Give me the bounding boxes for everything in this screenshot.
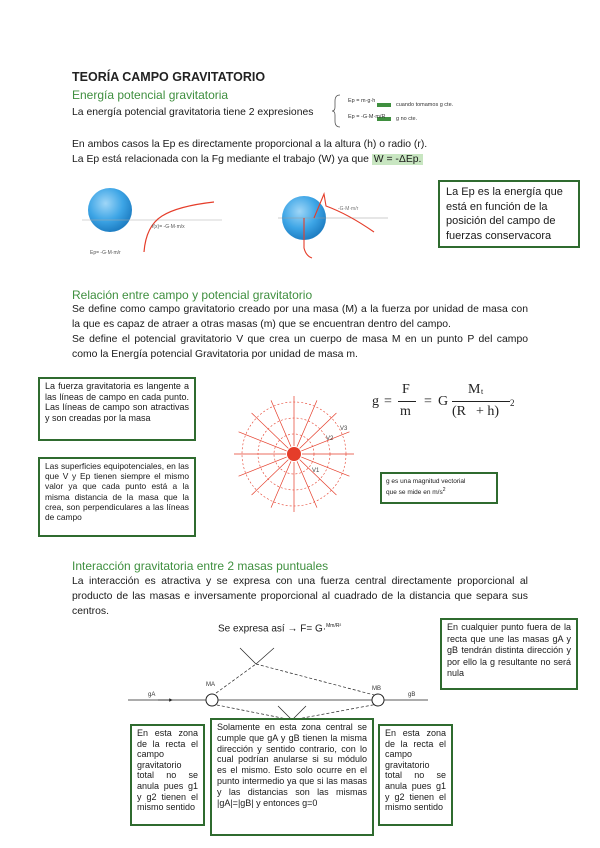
formula-subscript: t bbox=[481, 387, 484, 396]
v1-label: V1 bbox=[312, 468, 320, 474]
vector-unit-exp: 2 bbox=[442, 487, 446, 493]
section1-line1: En ambos casos la Ep es directamente proporcional a la altura (h) o radio (r). bbox=[72, 139, 428, 150]
formula-bar2 bbox=[452, 401, 510, 402]
svg-text:f(x)= -G·M·m/x: f(x)= -G·M·m/x bbox=[152, 224, 185, 230]
work-highlight: W = -ΔEp. bbox=[373, 154, 422, 165]
field-line bbox=[271, 461, 291, 507]
field-line bbox=[300, 413, 337, 448]
equipotential-box: Las superficies equipotenciales, en las que V y Ep tienen siempre el mismo valor ya que cada punto está a la misma distancia de la masa que la crea, son perpendiculares a las líneas de campo bbox=[38, 457, 196, 537]
formula-G: G bbox=[438, 394, 449, 409]
outside-line-box: En cualquier punto fuera de la recta que une las masas gA y gB tendrán distinta dirección y por ello la g resultante no será nula bbox=[440, 618, 578, 690]
formula-eq1: = bbox=[384, 394, 392, 409]
force-expression-frac: Mm/R² bbox=[326, 623, 342, 629]
field-line bbox=[297, 400, 317, 446]
left-zone-box: En esta zona de la recta el campo gravitatorio total no se anula pues g1 y g2 tienen el mismo sentido bbox=[130, 724, 205, 826]
expr1: Ep = m·g·h bbox=[348, 98, 376, 104]
expr1-note: cuando tomamos g cte. bbox=[396, 102, 454, 108]
formula-den2: + h) bbox=[476, 404, 500, 419]
potential-graph-left bbox=[82, 180, 222, 260]
page-title: TEORÍA CAMPO GRAVITATORIO bbox=[72, 70, 266, 84]
vector-line2 bbox=[386, 486, 492, 497]
gravity-formula bbox=[372, 382, 552, 426]
field-line bbox=[252, 413, 289, 448]
force-expression-text: Se expresa así → F= G· bbox=[218, 623, 327, 635]
section1-intro: La energía potencial gravitatoria tiene 2 expresiones bbox=[72, 107, 314, 118]
formula-M: M bbox=[468, 382, 481, 397]
line2-prefix: La Ep está relacionada con la Fg mediante el trabajo (W) ya que bbox=[72, 154, 372, 165]
expr2-note: g no cte. bbox=[396, 116, 418, 122]
right-zone-box: En esta zona de la recta el campo gravitatorio total no se anula pues g1 y g2 tienen el mismo sentido bbox=[378, 724, 453, 826]
svg-text:-G·M·m/r: -G·M·m/r bbox=[338, 206, 359, 212]
field-lines-box: La fuerza gravitatoria es langente a las líneas de campo en cada punto. Las líneas de campo son atractivas y son creadas por la masa bbox=[38, 377, 196, 441]
formula-g: g bbox=[372, 394, 379, 409]
field-line bbox=[252, 460, 289, 495]
section3-heading: Interacción gravitatoria entre 2 masas puntuales bbox=[72, 559, 329, 573]
force-expression bbox=[218, 623, 341, 634]
svg-text:Ep= -G·M·m/r: Ep= -G·M·m/r bbox=[90, 250, 121, 256]
gb-right-label: gB bbox=[408, 692, 416, 698]
section2-para1: Se define como campo gravitatorio creado por una masa (M) a la fuerza por unidad de masa con la que es capaz de atraer a otras masas (m) que se encuentran dentro del campo. bbox=[72, 304, 528, 330]
ga-left-label: gA bbox=[148, 692, 156, 698]
section2-para2: Se define el potencial gravitatorio V que crea un cuerpo de masa M en un punto P del campo como la Energía potencial Gravitatoria por unidad de masa m. bbox=[72, 334, 528, 360]
section1-line2 bbox=[72, 152, 423, 167]
formula-den: (R bbox=[452, 404, 466, 419]
center-zone-box: Solamente en esta zona central se cumple que gA y gB tienen la misma dirección y sentido contrario, con lo cual podrían anularse si su módulo es el mismo. Esto solo ocurre en el punto intermedio ya que si las masas y las distancias son las mismas |gA|=|gB| y entonces g=0 bbox=[210, 718, 374, 836]
field-line bbox=[301, 457, 349, 476]
field-line bbox=[239, 432, 287, 451]
vector-magnitude-box bbox=[380, 472, 498, 504]
mass-b-label: MB bbox=[372, 686, 381, 692]
v2-label: V2 bbox=[326, 436, 334, 442]
expr2: Ep = -G·M·m/R bbox=[348, 114, 386, 120]
v3-label: V3 bbox=[340, 426, 348, 432]
section2-heading: Relación entre campo y potencial gravitatorio bbox=[72, 288, 313, 302]
formula-bar1 bbox=[398, 401, 416, 402]
field-line bbox=[239, 457, 287, 476]
formula-eq2: = bbox=[424, 394, 432, 409]
section1-heading: Energía potencial gravitatoria bbox=[72, 88, 229, 102]
radial-field-diagram bbox=[228, 392, 360, 516]
field-line bbox=[300, 460, 337, 495]
mass-a-label: MA bbox=[206, 682, 215, 688]
field-line bbox=[271, 400, 291, 446]
formula-exp: 2 bbox=[510, 398, 515, 408]
formula-F: F bbox=[402, 382, 410, 397]
ep-definition-box: La Ep es la energía que está en función de la posición del campo de fuerzas conservacora bbox=[438, 180, 580, 248]
formula-m: m bbox=[400, 404, 411, 419]
two-mass-diagram bbox=[128, 634, 438, 726]
section3-para: La interacción es atractiva y se expresa con una fuerza central directamente proporcional al producto de las masas e inversamente proporcional al cuadrado de la distancia que separa sus centros. bbox=[72, 576, 528, 617]
vector-unit: que se mide en m/s bbox=[386, 489, 443, 497]
vector-line1: g es una magnitud vectorial bbox=[386, 478, 466, 485]
potential-graph-right bbox=[278, 186, 388, 266]
